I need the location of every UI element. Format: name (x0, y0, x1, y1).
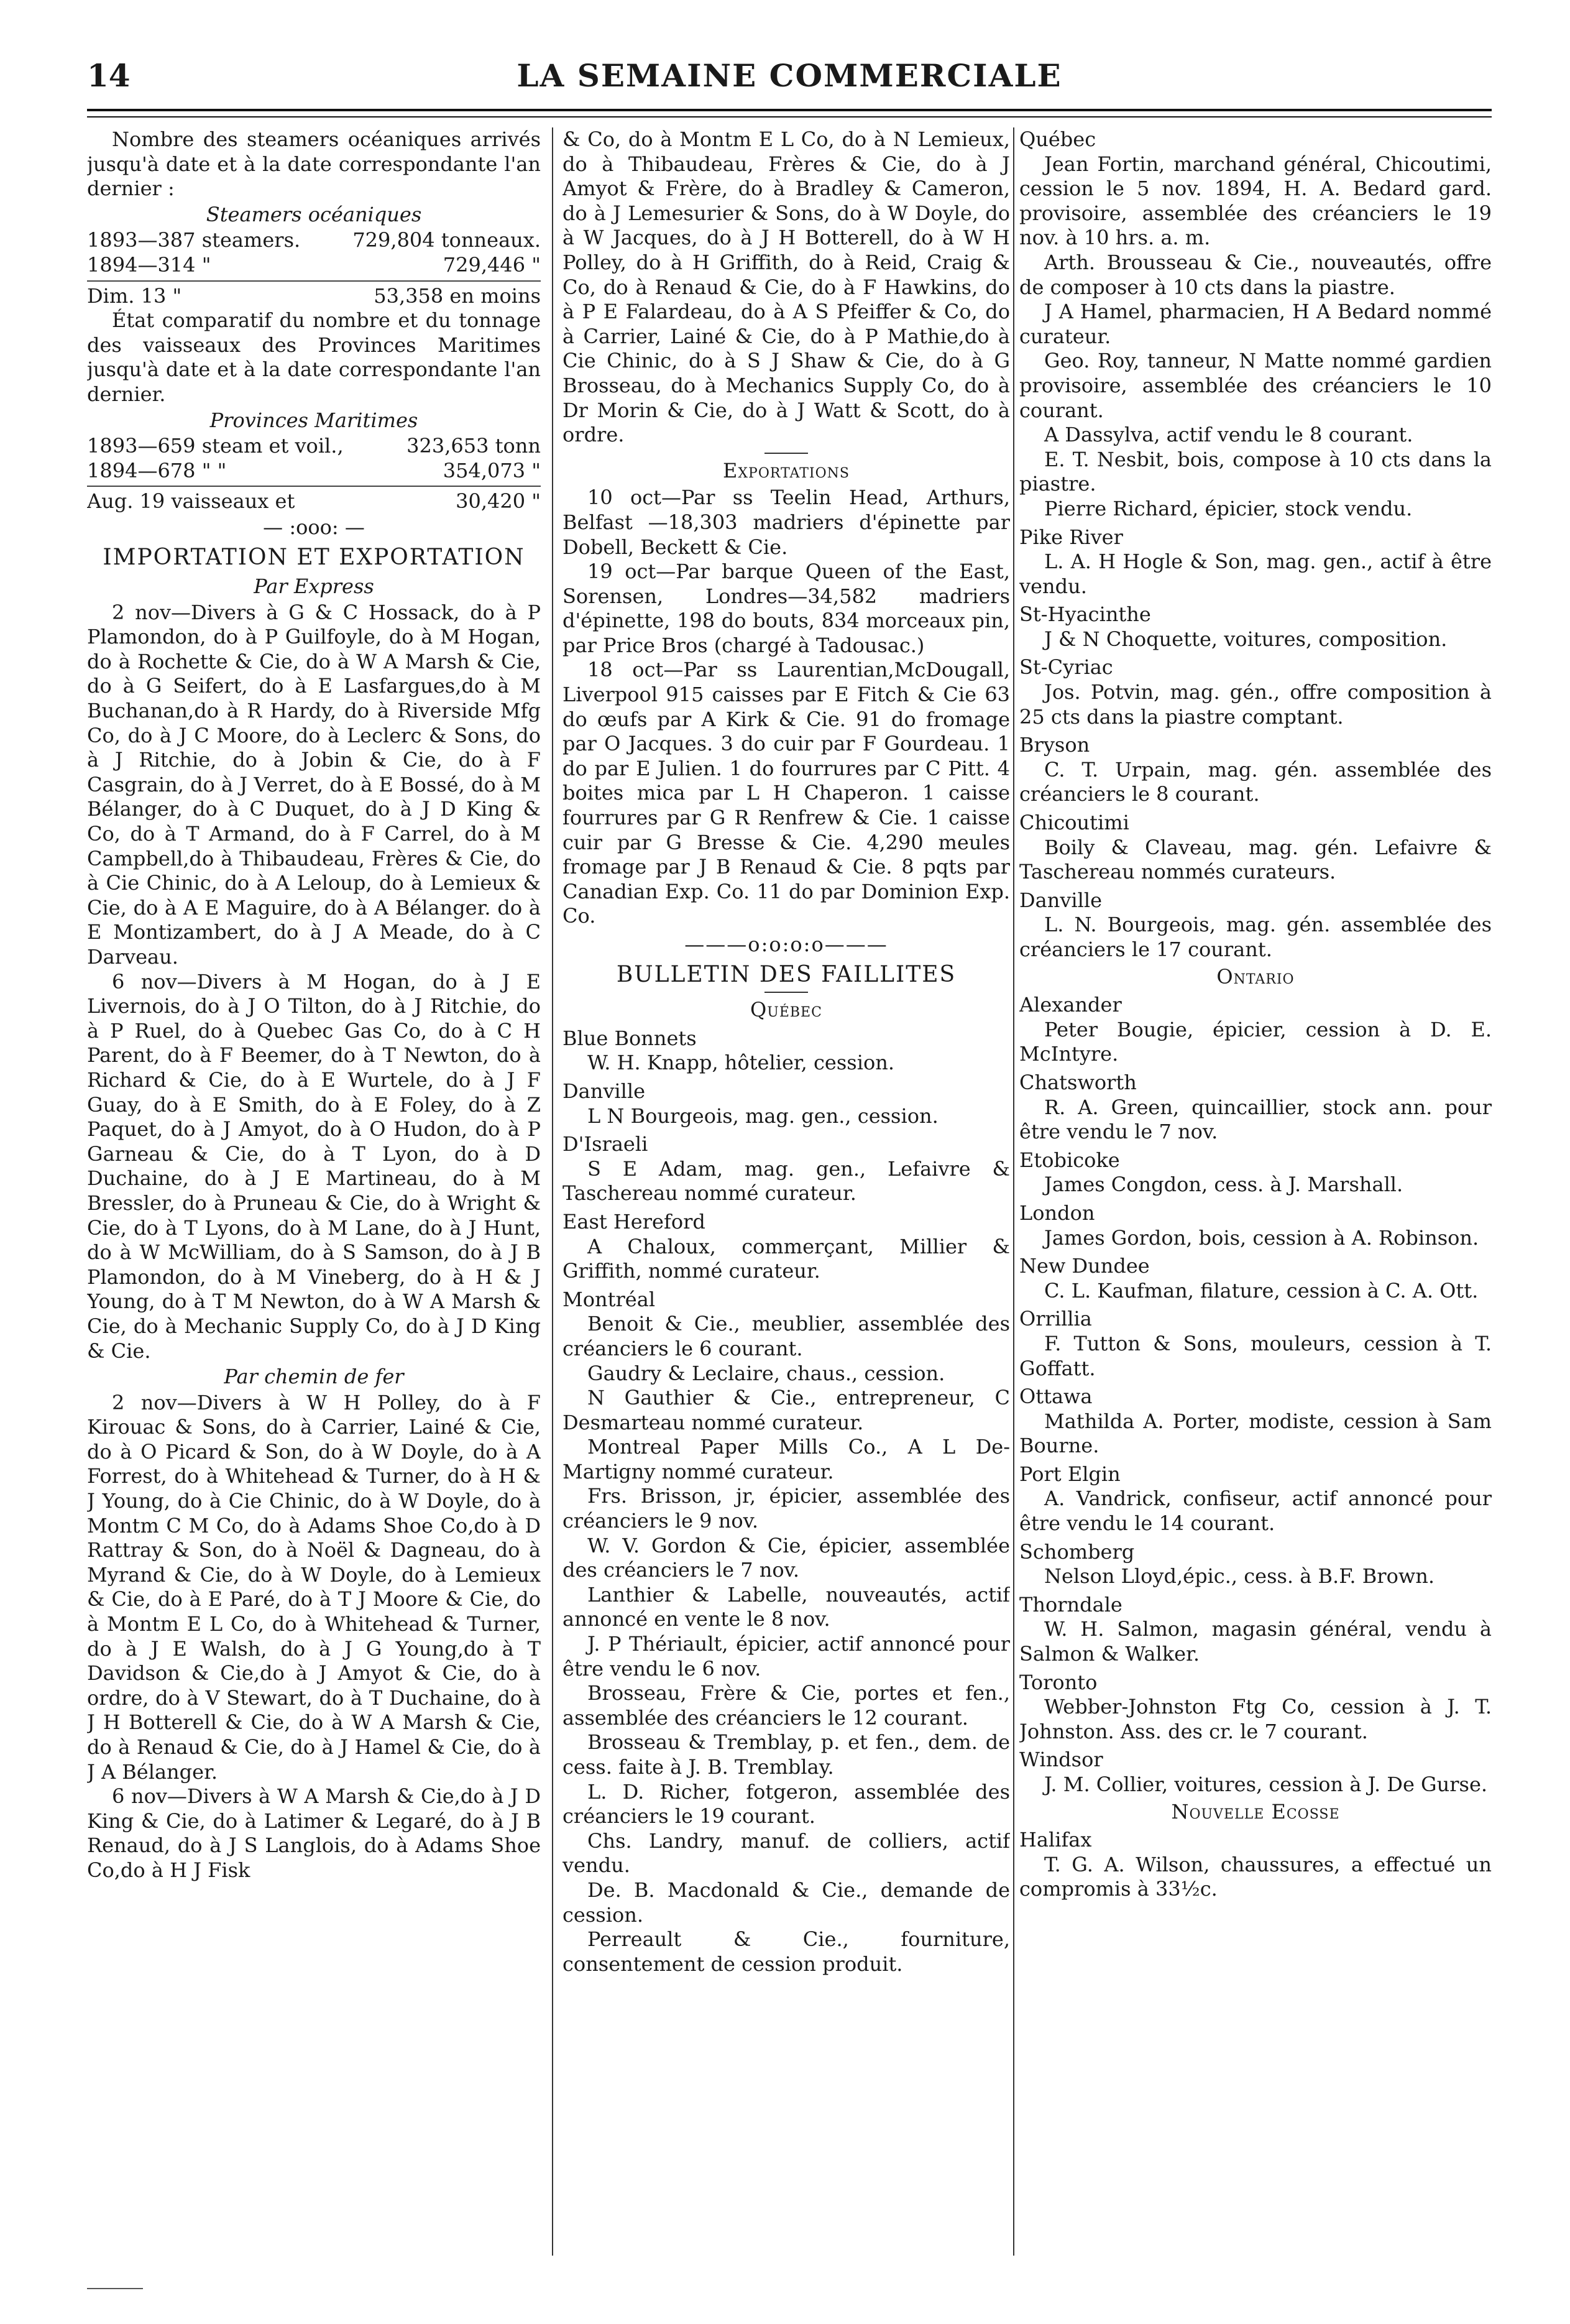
place-name: Danville (1019, 888, 1103, 912)
stat-label: 1893—387 steamers. (87, 228, 301, 252)
column-left (87, 127, 541, 2262)
export-entry: 10 oct—Par ss Teelin Head, Arthurs, Belfast —18,303 madriers d'épinette par Dobell, Beckett & Cie. (562, 486, 1010, 559)
place-name: St-Cyriac (1019, 655, 1113, 680)
place-name: D'Israeli (562, 1132, 648, 1156)
export-entry: 18 oct—Par ss Laurentian,McDougall, Liverpool 915 caisses par E Fitch & Cie 63 do œufs par A Kirk & Cie. 91 do fromage par O Jacques. 3 do cuir par F Gourdeau. 1 do par E Julien. 1 do fourrures par C Pitt. 4 boites mica par L H Chaperon. 1 caisse fourrures par G R Renfrew & Cie. 1 caisse cuir par G Bresse & Cie. 4,290 meules fromage par J B Renaud & Cie. 8 pqts par Canadian Exp. Co. 11 do par Dominion Exp. Co. (562, 658, 1010, 928)
faillite-entry: Arth. Brousseau & Cie., nouveautés, offre de composer à 10 cts dans la piastre. (1019, 250, 1492, 299)
place-name: Port Elgin (1019, 1462, 1121, 1486)
steamers-intro: Nombre des steamers océaniques arrivés jusqu'à date et à la date correspondante l'an dernier : (87, 127, 541, 201)
place-name: London (1019, 1201, 1095, 1225)
faillite-entry: L. A. H Hogle & Son, mag. gen., actif à être vendu. (1019, 550, 1492, 598)
quebec-heading: Québec (750, 998, 822, 1022)
place-name: Ottawa (1019, 1385, 1093, 1409)
faillite-entry: S E Adam, mag. gen., Lefaivre & Taschereau nommé curateur. (562, 1156, 1010, 1206)
rule (87, 280, 541, 282)
faillite-entry: Jean Fortin, marchand général, Chicoutimi, cession le 5 nov. 1894, H. A. Bedard gard. provisoire, assemblée des créanciers le 19 nov. à 10 hrs. a. m. (1019, 152, 1492, 250)
place-name: Toronto (1019, 1670, 1098, 1694)
faillite-entry: Montreal Paper Mills Co., A L De-Martigny nommé curateur. (562, 1435, 1010, 1483)
faillite-entry: James Gordon, bois, cession à A. Robinson. (1044, 1225, 1479, 1250)
place-name: Pike River (1019, 525, 1123, 549)
faillite-entry: J. P Thériault, épicier, actif annoncé pour être vendu le 6 nov. (562, 1632, 1010, 1681)
stat-value: 30,420 " (456, 489, 541, 514)
faillite-entry: Geo. Roy, tanneur, N Matte nommé gardien provisoire, assemblée des créanciers le 10 courant. (1019, 349, 1492, 422)
faillite-entry: Nelson Lloyd,épic., cess. à B.F. Brown. (1044, 1564, 1435, 1589)
page-header (87, 57, 1492, 107)
column-right (1019, 127, 1492, 2262)
faillite-entry: Frs. Brisson, jr, épicier, assemblée des créanciers le 9 nov. (562, 1484, 1010, 1533)
faillite-entry: Mathilda A. Porter, modiste, cession à Sam Bourne. (1019, 1409, 1492, 1458)
stat-row (87, 434, 541, 459)
faillite-entry: T. G. A. Wilson, chaussures, a effectué un compromis à 33½c. (1019, 1852, 1492, 1901)
faillite-entry: Lanthier & Labelle, nouveautés, actif annoncé en vente le 8 nov. (562, 1582, 1010, 1631)
faillite-entry: J & N Choquette, voitures, composition. (1044, 627, 1448, 651)
faillites-heading: BULLETIN DES FAILLITES (616, 961, 957, 987)
import-export-heading: IMPORTATION ET EXPORTATION (103, 544, 525, 570)
stat-value: 323,653 tonn (406, 434, 541, 458)
stat-value: 53,358 en moins (374, 284, 541, 308)
place-name: Danville (562, 1079, 646, 1103)
short-rule (764, 453, 808, 454)
place-name: St-Hyacinthe (1019, 602, 1151, 627)
ontario-heading: Ontario (1216, 964, 1295, 989)
faillite-entry: A Chaloux, commerçant, Millier & Griffith, nommé curateur. (562, 1234, 1010, 1283)
place-name: Windsor (1019, 1748, 1103, 1772)
place-name: Blue Bonnets (562, 1026, 697, 1050)
faillite-entry: C. L. Kaufman, filature, cession à C. A. Ott. (1044, 1278, 1479, 1303)
faillite-entry: Chs. Landry, manuf. de colliers, actif vendu. (562, 1828, 1010, 1878)
place-name: Thorndale (1019, 1592, 1122, 1616)
column-divider (1013, 127, 1014, 2256)
faillite-entry: R. A. Green, quincaillier, stock ann. pour être vendu le 7 nov. (1019, 1095, 1492, 1144)
stat-value: 354,073 " (443, 458, 541, 482)
faillite-entry: De. B. Macdonald & Cie., demande de cession. (562, 1878, 1010, 1927)
exportations-heading: Exportations (723, 458, 850, 482)
faillite-entry: Perreault & Cie., fourniture, consentement de cession produit. (562, 1927, 1010, 1976)
ornament-separator: ———o:o:o:o——— (684, 933, 888, 956)
provinces-heading: Provinces Maritimes (209, 408, 418, 432)
place-name: Etobicoke (1019, 1148, 1120, 1172)
place-name: New Dundee (1019, 1254, 1150, 1278)
place-name: Bryson (1019, 733, 1090, 757)
chemin-paragraph: 6 nov—Divers à W A Marsh & Cie,do à J D King & Cie, do à Latimer & Legaré, do à J B Renaud, do à J S Langlois, do à Adams Shoe Co,do à H J Fisk (87, 1784, 541, 1882)
export-entry: 19 oct—Par barque Queen of the East, Sorensen, Londres—34,582 madriers d'épinette, 198 do bouts, 834 morceaux pin, par Price Bros (chargé à Tadousac.) (562, 560, 1010, 657)
faillite-entry: Pierre Richard, épicier, stock vendu. (1044, 496, 1413, 520)
short-rule (764, 992, 808, 993)
ornament-separator: — :ooo: — (263, 515, 365, 539)
faillite-entry: L N Bourgeois, mag. gen., cession. (587, 1104, 939, 1128)
page-number: 14 (87, 57, 131, 94)
stat-row (87, 489, 541, 514)
faillite-entry: Brosseau, Frère & Cie, portes et fen., assemblée des créanciers le 12 courant. (562, 1681, 1010, 1730)
stat-row (87, 284, 541, 309)
faillite-entry: W. H. Knapp, hôtelier, cession. (587, 1051, 894, 1075)
nouvelle-ecosse-heading: Nouvelle Ecosse (1171, 1799, 1340, 1824)
place-name: Orrillia (1019, 1307, 1092, 1331)
steamers-heading: Steamers océaniques (206, 202, 422, 226)
chemin-de-fer-heading: Par chemin de fer (224, 1365, 404, 1389)
rule (87, 486, 541, 487)
column-middle (562, 127, 1010, 2262)
faillite-entry: J. M. Collier, voitures, cession à J. De Gurse. (1044, 1773, 1488, 1796)
place-name: Chatsworth (1019, 1070, 1137, 1094)
column-divider (552, 127, 553, 2256)
faillite-entry: James Congdon, cess. à J. Marshall. (1044, 1173, 1403, 1197)
faillite-entry: Brosseau & Tremblay, p. et fen., dem. de cess. faite à J. B. Tremblay. (562, 1730, 1010, 1779)
faillite-entry: Benoit & Cie., meublier, assemblée des créanciers le 6 courant. (562, 1312, 1010, 1360)
express-paragraph: 6 nov—Divers à M Hogan, do à J E Livernois, do à J O Tilton, do à J Ritchie, do à P Ruel, do à Quebec Gas Co, do à C H Parent, do à F Beemer, do à T Newton, do à Richard & Cie, do à E Wurtele, do à J F Guay, do à E Smith, do à E Foley, do à Z Paquet, do à J Amyot, do à O Hudon, do à P Garneau & Cie, do à T Lyon, do à D Duchaine, do à J E Martineau, do à M Bressler, do à Pruneau & Cie, do à Wright & Cie, do à T Lyons, do à M Lane, do à J Hunt, do à W McWilliam, do à S Samson, do à J B Plamondon, do à M Vineberg, do à H & J Young, do à T M Newton, do à W A Marsh & Cie, do à Mechanic Supply Co, do à J D King & Cie. (87, 969, 541, 1363)
faillite-entry: F. Tutton & Sons, mouleurs, cession à T. Goffatt. (1019, 1331, 1492, 1380)
faillite-entry: A Dassylva, actif vendu le 8 courant. (1044, 423, 1413, 447)
place-name: Chicoutimi (1019, 811, 1129, 835)
footer-mark (87, 2288, 143, 2289)
chemin-paragraph: 2 nov—Divers à W H Polley, do à F Kirouac & Sons, do à Carrier, Lainé & Cie, do à O Picard & Son, do à W Doyle, do à A Forrest, do à Whitehead & Turner, do à H & J Young, do à Cie Chinic, do à W Doyle, do à Montm C M Co, do à Adams Shoe Co,do à D Rattray & Son, do à Noël & Dagneau, do à Myrand & Cie, do à W Doyle, do à Lemieux & Cie, do à E Paré, do à T J Moore & Cie, do à Montm E L Co, do à Whitehead & Turner, do à J E Walsh, do à J G Young,do à T Davidson & Cie,do à J Amyot & Cie, do à ordre, do à V Stewart, do à T Duchaine, do à J H Botterell & Cie, do à W A Marsh & Cie, do à Renaud & Cie, do à J Hamel & Cie, do à J A Bélanger. (87, 1390, 541, 1784)
stat-row (87, 459, 541, 484)
express-paragraph: 2 nov—Divers à G & C Hossack, do à P Plamondon, do à P Guilfoyle, do à M Hogan, do à Rochette & Cie, do à W A Marsh & Cie, do à G Seifert, do à E Lasfargues,do à M Buchanan,do à R Hardy, do à Riverside Mfg Co, do à J C Moore, do à Leclerc & Sons, do à J Ritchie, do à Jobin & Cie, do à F Casgrain, do à J Verret, do à E Bossé, do à M Bélanger, do à C Duquet, do à J D King & Co, do à T Armand, do à F Carrel, do à M Campbell,do à Thibaudeau, Frères & Cie, do à Cie Chinic, do à A Leloup, do à Lemieux & Cie, do à A E Maguire, do à A Bélanger. do à E Montizambert, do à J A Meade, do à C Darveau. (87, 600, 541, 969)
faillite-entry: Boily & Claveau, mag. gén. Lefaivre & Taschereau nommés curateurs. (1019, 835, 1492, 884)
stat-label: 1894—678 " " (87, 458, 227, 482)
faillite-entry: L. D. Richer, fotgeron, assemblée des créanciers le 19 courant. (562, 1779, 1010, 1828)
place-name: Québec (1019, 127, 1096, 151)
faillite-entry: Gaudry & Leclaire, chaus., cession. (587, 1361, 945, 1385)
faillite-entry: C. T. Urpain, mag. gén. assemblée des créanciers le 8 courant. (1019, 757, 1492, 806)
stat-label: Dim. 13 " (87, 284, 182, 308)
faillite-entry: Webber-Johnston Ftg Co, cession à J. T. Johnston. Ass. des cr. le 7 courant. (1019, 1695, 1492, 1743)
faillite-entry: N Gauthier & Cie., entrepreneur, C Desmarteau nommé curateur. (562, 1386, 1010, 1434)
place-name: Halifax (1019, 1828, 1092, 1852)
place-name: Schomberg (1019, 1539, 1135, 1564)
faillite-entry: J A Hamel, pharmacien, H A Bedard nommé curateur. (1019, 300, 1492, 348)
faillite-entry: Jos. Potvin, mag. gén., offre composition à 25 cts dans la piastre comptant. (1019, 680, 1492, 729)
continued-paragraph: & Co, do à Montm E L Co, do à N Lemieux, do à Thibaudeau, Frères & Cie, do à J Amyot & Frère, do à Bradley & Cameron, do à J Lemesurier & Sons, do à W Doyle, do à W Jacques, do à J H Botterell, do à W H Polley, do à H Griffith, do à Reid, Craig & Co, do à Renaud & Cie, do à F Hawkins, do à P E Falardeau, do à A S Pfeiffer & Co, do à Carrier, Lainé & Cie, do à P Mathie,do à Cie Chinic, do à S J Shaw & Cie, do à G Brosseau, do à Mechanics Supply Co, do à Dr Morin & Cie, do à J Watt & Scott, do à ordre. (562, 127, 1010, 447)
stat-row (87, 253, 541, 278)
faillite-entry: W. V. Gordon & Cie, épicier, assemblée des créanciers le 7 nov. (562, 1533, 1010, 1582)
place-name: Montréal (562, 1287, 656, 1311)
etat-paragraph: État comparatif du nombre et du tonnage des vaisseaux des Provinces Maritimes jusqu'à date et à la date correspondante l'an dernier. (87, 308, 541, 406)
stat-value: 729,804 tonneaux. (352, 228, 541, 252)
place-name: East Hereford (562, 1209, 705, 1233)
stat-label: 1894—314 " (87, 252, 211, 277)
faillite-entry: A. Vandrick, confiseur, actif annoncé pour être vendu le 14 courant. (1019, 1487, 1492, 1536)
stat-label: 1893—659 steam et voil., (87, 434, 344, 458)
faillite-entry: E. T. Nesbit, bois, compose à 10 cts dans la piastre. (1019, 447, 1492, 496)
stat-value: 729,446 " (443, 252, 541, 277)
faillite-entry: Peter Bougie, épicier, cession à D. E. McIntyre. (1019, 1017, 1492, 1066)
place-name: Alexander (1019, 993, 1122, 1017)
page-title: LA SEMAINE COMMERCIALE (516, 57, 1062, 94)
stat-label: Aug. 19 vaisseaux et (87, 489, 295, 514)
faillite-entry: L. N. Bourgeois, mag. gén. assemblée des créanciers le 17 courant. (1019, 913, 1492, 961)
express-heading: Par Express (254, 574, 374, 599)
stat-row (87, 228, 541, 253)
header-rule (87, 109, 1492, 118)
faillite-entry: W. H. Salmon, magasin général, vendu à Salmon & Walker. (1019, 1617, 1492, 1666)
